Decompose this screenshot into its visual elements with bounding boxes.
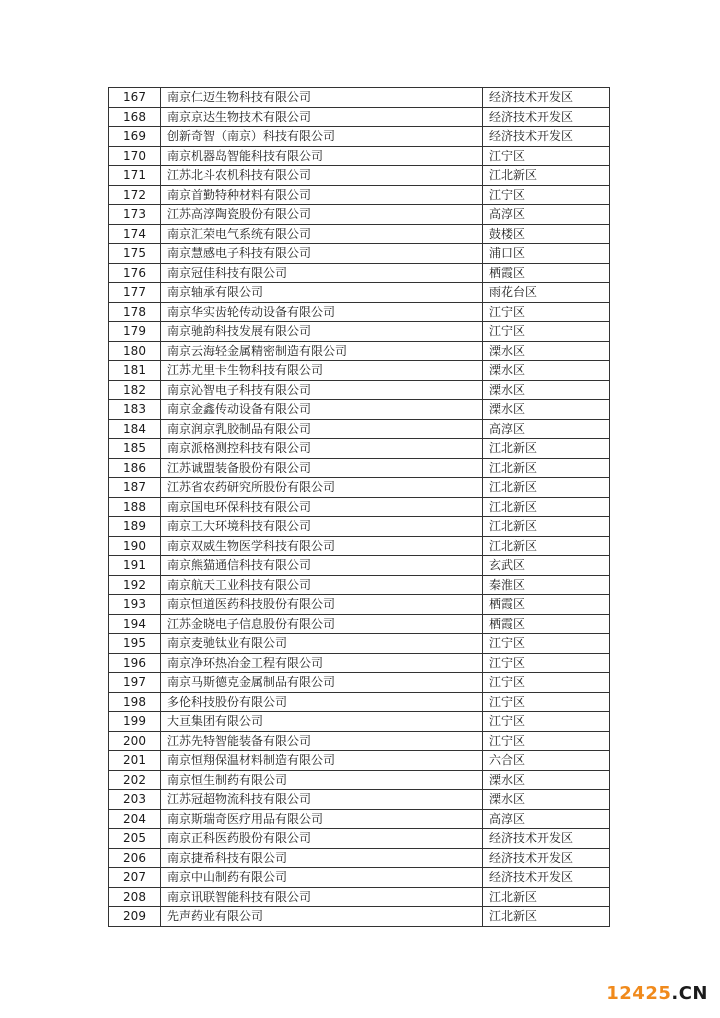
table-row (109, 634, 610, 654)
company-name: 南京冠佳科技有限公司 (161, 263, 483, 283)
table-row (109, 166, 610, 186)
company-name: 江苏尤里卡生物科技有限公司 (161, 361, 483, 381)
table-row (109, 458, 610, 478)
row-number: 198 (109, 692, 161, 712)
district-name: 高淳区 (483, 205, 610, 225)
table-row (109, 244, 610, 264)
district-name: 江北新区 (483, 458, 610, 478)
row-number: 171 (109, 166, 161, 186)
district-name: 溧水区 (483, 770, 610, 790)
site-watermark (606, 983, 708, 1004)
table-row (109, 302, 610, 322)
company-name: 南京云海轻金属精密制造有限公司 (161, 341, 483, 361)
company-name: 南京工大环境科技有限公司 (161, 517, 483, 537)
company-name: 南京恒翔保温材料制造有限公司 (161, 751, 483, 771)
row-number: 169 (109, 127, 161, 147)
district-name: 栖霞区 (483, 595, 610, 615)
table-row (109, 146, 610, 166)
district-name: 经济技术开发区 (483, 88, 610, 108)
table-row (109, 575, 610, 595)
table-row (109, 439, 610, 459)
row-number: 195 (109, 634, 161, 654)
company-name: 南京驰韵科技发展有限公司 (161, 322, 483, 342)
row-number: 191 (109, 556, 161, 576)
row-number: 181 (109, 361, 161, 381)
district-name: 江北新区 (483, 439, 610, 459)
district-name: 江北新区 (483, 887, 610, 907)
district-name: 江宁区 (483, 731, 610, 751)
district-name: 经济技术开发区 (483, 829, 610, 849)
company-name: 南京派格测控科技有限公司 (161, 439, 483, 459)
row-number: 188 (109, 497, 161, 517)
company-name: 南京轴承有限公司 (161, 283, 483, 303)
district-name: 江北新区 (483, 907, 610, 927)
district-name: 江宁区 (483, 653, 610, 673)
company-name: 南京恒生制药有限公司 (161, 770, 483, 790)
row-number: 197 (109, 673, 161, 693)
table-row (109, 536, 610, 556)
company-name: 南京国电环保科技有限公司 (161, 497, 483, 517)
row-number: 178 (109, 302, 161, 322)
district-name: 溧水区 (483, 790, 610, 810)
row-number: 177 (109, 283, 161, 303)
table-row (109, 809, 610, 829)
row-number: 199 (109, 712, 161, 732)
company-name: 江苏省农药研究所股份有限公司 (161, 478, 483, 498)
company-name: 江苏北斗农机科技有限公司 (161, 166, 483, 186)
table-row (109, 731, 610, 751)
table-row (109, 692, 610, 712)
district-name: 江宁区 (483, 322, 610, 342)
watermark-suffix: .CN (671, 983, 708, 1004)
row-number: 182 (109, 380, 161, 400)
company-name: 创新奇智（南京）科技有限公司 (161, 127, 483, 147)
district-name: 江宁区 (483, 185, 610, 205)
row-number: 192 (109, 575, 161, 595)
company-name: 南京恒道医药科技股份有限公司 (161, 595, 483, 615)
table-row (109, 497, 610, 517)
district-name: 六合区 (483, 751, 610, 771)
company-name: 南京仁迈生物科技有限公司 (161, 88, 483, 108)
row-number: 204 (109, 809, 161, 829)
district-name: 栖霞区 (483, 614, 610, 634)
table-row (109, 517, 610, 537)
district-name: 栖霞区 (483, 263, 610, 283)
company-name: 江苏金晓电子信息股份有限公司 (161, 614, 483, 634)
district-name: 江北新区 (483, 478, 610, 498)
district-name: 江宁区 (483, 712, 610, 732)
company-name: 南京捷希科技有限公司 (161, 848, 483, 868)
district-name: 玄武区 (483, 556, 610, 576)
company-name: 先声药业有限公司 (161, 907, 483, 927)
company-name: 南京净环热冶金工程有限公司 (161, 653, 483, 673)
district-name: 溧水区 (483, 380, 610, 400)
row-number: 183 (109, 400, 161, 420)
table-body (109, 88, 610, 927)
district-name: 经济技术开发区 (483, 107, 610, 127)
row-number: 189 (109, 517, 161, 537)
table-row (109, 341, 610, 361)
district-name: 雨花台区 (483, 283, 610, 303)
district-name: 江北新区 (483, 166, 610, 186)
table-row (109, 868, 610, 888)
district-name: 江北新区 (483, 497, 610, 517)
row-number: 207 (109, 868, 161, 888)
row-number: 194 (109, 614, 161, 634)
row-number: 180 (109, 341, 161, 361)
table-row (109, 205, 610, 225)
table-row (109, 400, 610, 420)
table-row (109, 322, 610, 342)
district-name: 江宁区 (483, 692, 610, 712)
row-number: 185 (109, 439, 161, 459)
row-number: 203 (109, 790, 161, 810)
company-name: 南京金鑫传动设备有限公司 (161, 400, 483, 420)
company-name: 江苏先特智能装备有限公司 (161, 731, 483, 751)
company-name: 南京华实齿轮传动设备有限公司 (161, 302, 483, 322)
row-number: 190 (109, 536, 161, 556)
row-number: 209 (109, 907, 161, 927)
row-number: 196 (109, 653, 161, 673)
district-name: 高淳区 (483, 419, 610, 439)
company-name: 南京润京乳胶制品有限公司 (161, 419, 483, 439)
table-row (109, 185, 610, 205)
row-number: 170 (109, 146, 161, 166)
district-name: 江宁区 (483, 302, 610, 322)
district-name: 江宁区 (483, 146, 610, 166)
company-name: 南京斯瑞奇医疗用品有限公司 (161, 809, 483, 829)
row-number: 193 (109, 595, 161, 615)
table-row (109, 107, 610, 127)
table-row (109, 907, 610, 927)
table-row (109, 88, 610, 108)
company-name: 南京首勤特种材料有限公司 (161, 185, 483, 205)
district-name: 江宁区 (483, 634, 610, 654)
company-name: 南京汇荣电气系统有限公司 (161, 224, 483, 244)
row-number: 168 (109, 107, 161, 127)
table-row (109, 419, 610, 439)
table-row (109, 283, 610, 303)
table-row (109, 595, 610, 615)
table-row (109, 848, 610, 868)
row-number: 173 (109, 205, 161, 225)
table-row (109, 127, 610, 147)
row-number: 167 (109, 88, 161, 108)
district-name: 溧水区 (483, 341, 610, 361)
row-number: 172 (109, 185, 161, 205)
table-row (109, 263, 610, 283)
table-row (109, 673, 610, 693)
row-number: 174 (109, 224, 161, 244)
row-number: 201 (109, 751, 161, 771)
company-name: 南京中山制药有限公司 (161, 868, 483, 888)
table-row (109, 829, 610, 849)
row-number: 179 (109, 322, 161, 342)
row-number: 184 (109, 419, 161, 439)
company-name: 南京慧感电子科技有限公司 (161, 244, 483, 264)
table-row (109, 224, 610, 244)
table-row (109, 653, 610, 673)
table-row (109, 770, 610, 790)
district-name: 经济技术开发区 (483, 848, 610, 868)
company-name: 南京沁智电子科技有限公司 (161, 380, 483, 400)
district-name: 江北新区 (483, 517, 610, 537)
table-row (109, 712, 610, 732)
district-name: 经济技术开发区 (483, 127, 610, 147)
company-name: 南京京达生物技术有限公司 (161, 107, 483, 127)
row-number: 200 (109, 731, 161, 751)
table-row (109, 556, 610, 576)
district-name: 溧水区 (483, 400, 610, 420)
district-name: 秦淮区 (483, 575, 610, 595)
row-number: 186 (109, 458, 161, 478)
district-name: 浦口区 (483, 244, 610, 264)
table-row (109, 751, 610, 771)
row-number: 206 (109, 848, 161, 868)
company-name: 南京马斯德克金属制品有限公司 (161, 673, 483, 693)
district-name: 溧水区 (483, 361, 610, 381)
company-name: 大亘集团有限公司 (161, 712, 483, 732)
district-name: 江宁区 (483, 673, 610, 693)
table-row (109, 380, 610, 400)
row-number: 175 (109, 244, 161, 264)
company-name: 多伦科技股份有限公司 (161, 692, 483, 712)
row-number: 202 (109, 770, 161, 790)
district-name: 高淳区 (483, 809, 610, 829)
company-name: 南京麦驰钛业有限公司 (161, 634, 483, 654)
row-number: 208 (109, 887, 161, 907)
company-name: 南京双威生物医学科技有限公司 (161, 536, 483, 556)
company-table (108, 87, 610, 927)
table-row (109, 361, 610, 381)
watermark-digits: 12425 (606, 983, 672, 1004)
table-row (109, 790, 610, 810)
table-row (109, 887, 610, 907)
table-row (109, 614, 610, 634)
company-name: 南京机器岛智能科技有限公司 (161, 146, 483, 166)
company-name: 江苏冠超物流科技有限公司 (161, 790, 483, 810)
company-name: 南京航天工业科技有限公司 (161, 575, 483, 595)
row-number: 187 (109, 478, 161, 498)
row-number: 205 (109, 829, 161, 849)
district-name: 经济技术开发区 (483, 868, 610, 888)
row-number: 176 (109, 263, 161, 283)
table-row (109, 478, 610, 498)
company-name: 江苏诚盟装备股份有限公司 (161, 458, 483, 478)
company-name: 南京正科医药股份有限公司 (161, 829, 483, 849)
company-name: 南京熊猫通信科技有限公司 (161, 556, 483, 576)
company-name: 江苏高淳陶瓷股份有限公司 (161, 205, 483, 225)
district-name: 鼓楼区 (483, 224, 610, 244)
company-name: 南京讯联智能科技有限公司 (161, 887, 483, 907)
district-name: 江北新区 (483, 536, 610, 556)
